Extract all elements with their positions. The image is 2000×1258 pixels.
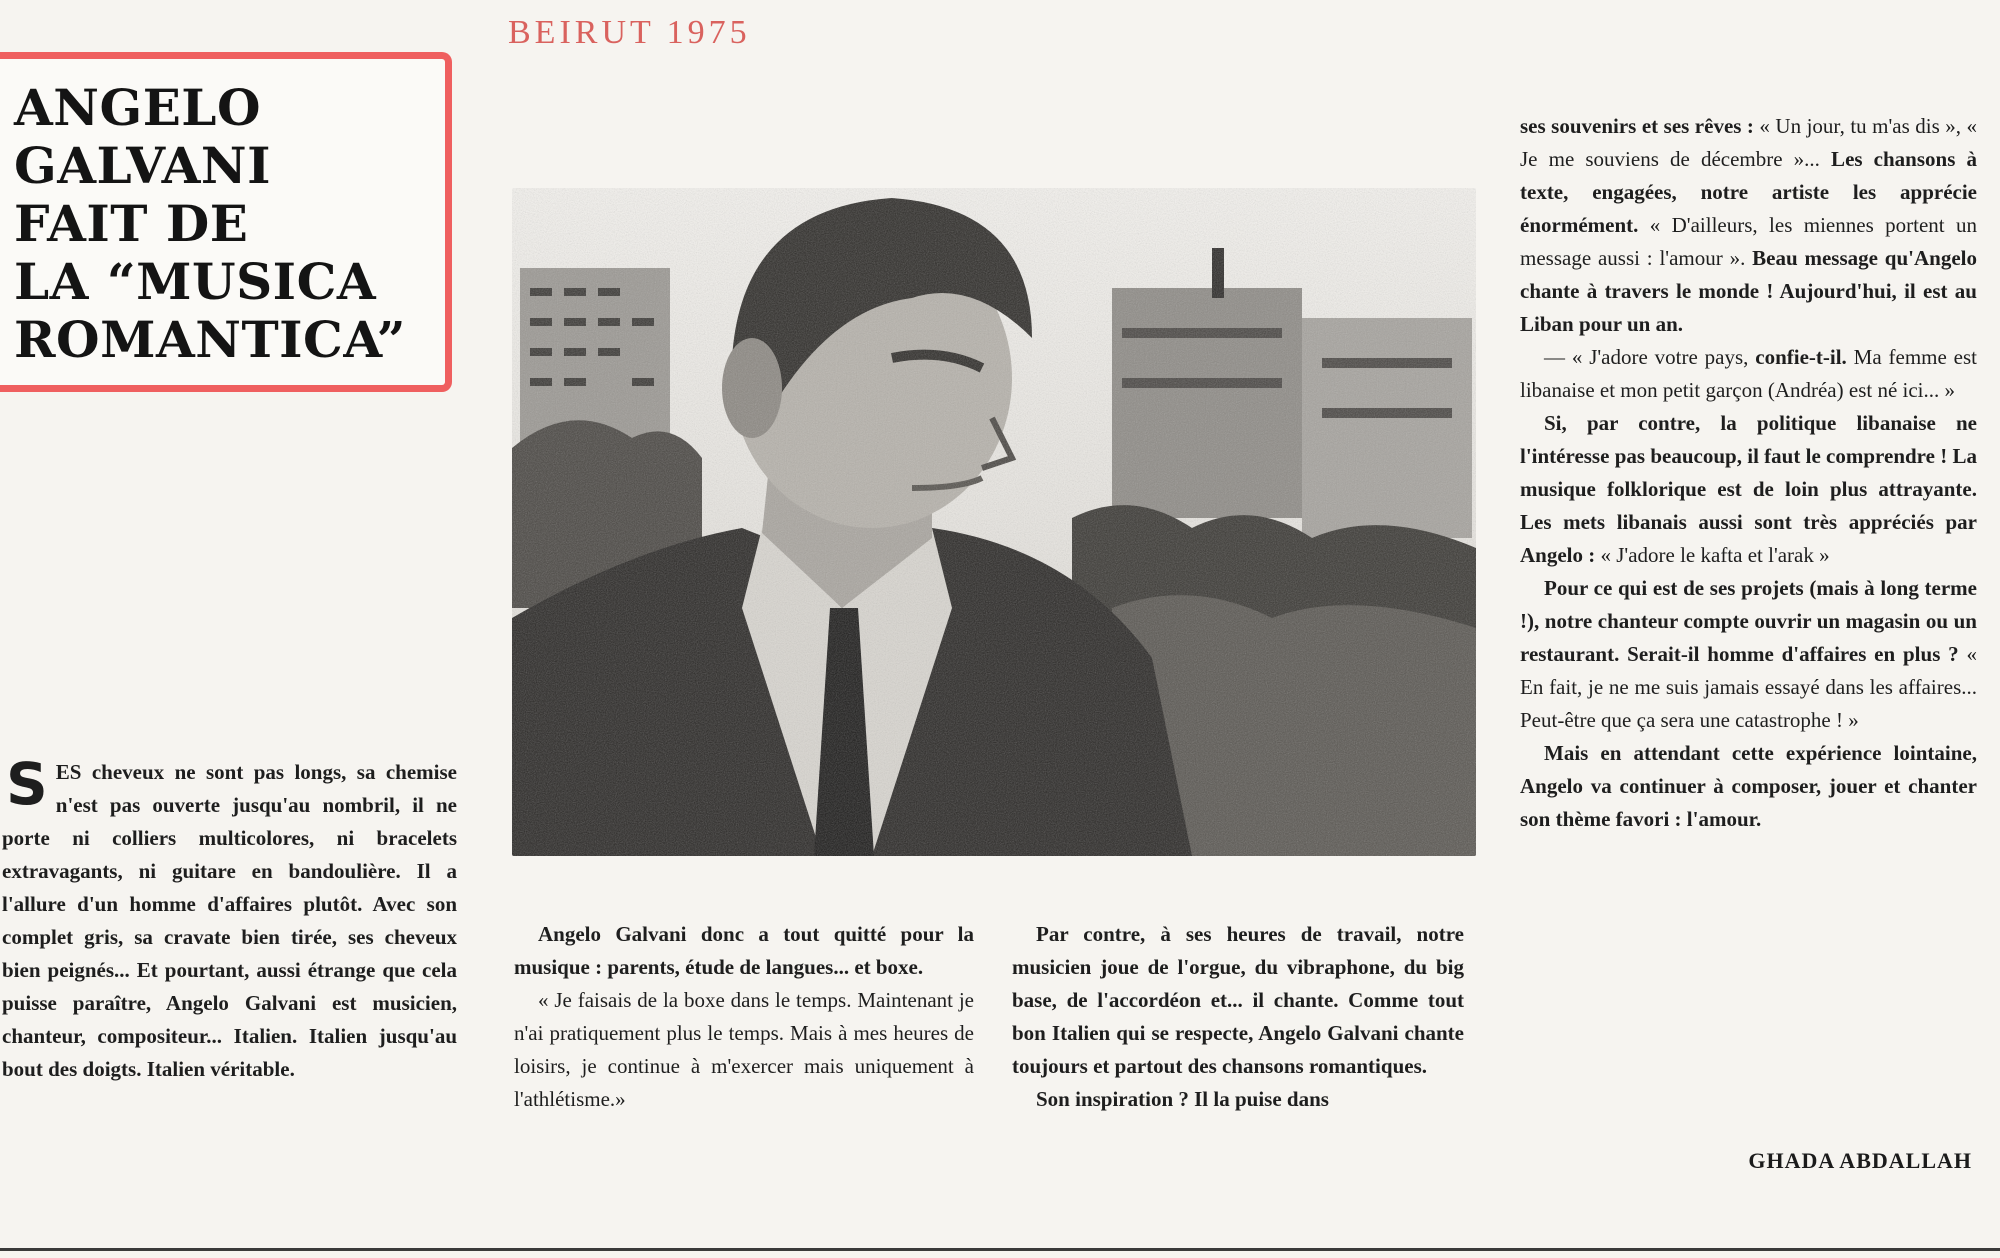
headline [14,79,406,369]
paragraph [1520,341,1977,407]
paragraph: Angelo Galvani donc a tout quitté pour la musique : parents, étude de langues... et boxe. [514,922,974,979]
text-run: Ma femme est libanaise et mon petit garçon (Andréa) est né ici... » [1520,345,1978,402]
article-column-1 [2,750,457,1086]
text-run: « D'ailleurs, les miennes portent un message aussi : l'amour ». [1520,213,1977,270]
text-run: « En fait, je ne me suis jamais essayé dans les affaires... Peut-être que ça sera une catastrophe ! » [1520,642,1978,732]
text-run: « J'adore le kafta et l'arak » [1595,543,1830,567]
headline-highlight-box [0,52,452,392]
paragraph: Son inspiration ? Il la puise dans [1036,1087,1329,1111]
text-run: Les chansons à texte, engagées, notre artiste les apprécie énormément. [1520,147,1977,237]
paragraph [1520,572,1977,737]
text-run: « Un jour, tu m'as dis », « Je me souviens de décembre »... [1520,114,1978,171]
text-run: confie-t-il. [1748,345,1847,369]
paragraph [1520,407,1977,572]
text-run: Pour ce qui est de ses projets (mais à long terme !), notre chanteur compte ouvrir un magasin ou un restaurant. Serait-il homme d'affaires en plus ? [1520,576,1977,666]
portrait-photo-illustration [512,188,1476,856]
lead-paragraph [2,750,457,1086]
lead-paragraph-text: ES cheveux ne sont pas longs, sa chemise n'est pas ouverte jusqu'au nombril, il ne porte ni colliers multicolores, ni bracelets extravagants, ni guitare en bandoulière. Il a l'allure d'un homme d'affaires plutôt. Avec son complet gris, sa cravate bien tirée, ses cheveux bien peignés... Et pourtant, aussi étrange que cela puisse paraître, Angelo Galvani est musicien, chanteur, compositeur... Italien. Italien jusqu'au bout des doigts. Italien véritable. [2,760,457,1081]
paragraph: « Je faisais de la boxe dans le temps. Maintenant je n'ai pratiquement plus le temps. Mais à mes heures de loisirs, je continue à m'exercer mais uniquement à l'athlétisme.» [514,988,974,1111]
drop-cap: S [6,750,48,818]
headline-line: ROMANTICA” [14,310,406,369]
paragraph: Par contre, à ses heures de travail, notre musicien joue de l'orgue, du vibraphone, du big base, de l'accordéon et... il chante. Comme tout bon Italien qui se respecte, Angelo Galvani chante toujours et partout des chansons romantiques. [1012,922,1464,1078]
article-column-3 [1012,918,1464,1116]
paragraph [1520,110,1977,341]
headline-line: LA “MUSICA [14,252,377,311]
bottom-rule [0,1248,2000,1251]
text-run: Beau message qu'Angelo chante à travers le monde ! Aujourd'hui, il est au Liban pour un an. [1520,246,1977,336]
headline-line: ANGELO [14,78,262,137]
text-run: — « J'adore votre pays, [1544,345,1749,369]
article-photo [512,188,1476,856]
article-column-2 [514,918,974,1116]
paragraph: Mais en attendant cette expérience lointaine, Angelo va continuer à composer, jouer et chanter son thème favori : l'amour. [1520,741,1977,831]
text-run: ses souvenirs et ses rêves : [1520,114,1754,138]
headline-line: GALVANI [14,136,272,195]
text-run: Si, par contre, la politique libanaise ne l'intéresse pas beaucoup, il faut le comprendre ! La musique folklorique est de loin plus attrayante. Les mets libanais aussi sont très appréciés par Angelo : [1520,411,1977,567]
kicker-dateline: BEIRUT 1975 [508,14,751,51]
author-signature: GHADA ABDALLAH [1748,1148,1972,1173]
article-column-4 [1520,110,1977,836]
headline-line: FAIT DE [14,194,249,253]
